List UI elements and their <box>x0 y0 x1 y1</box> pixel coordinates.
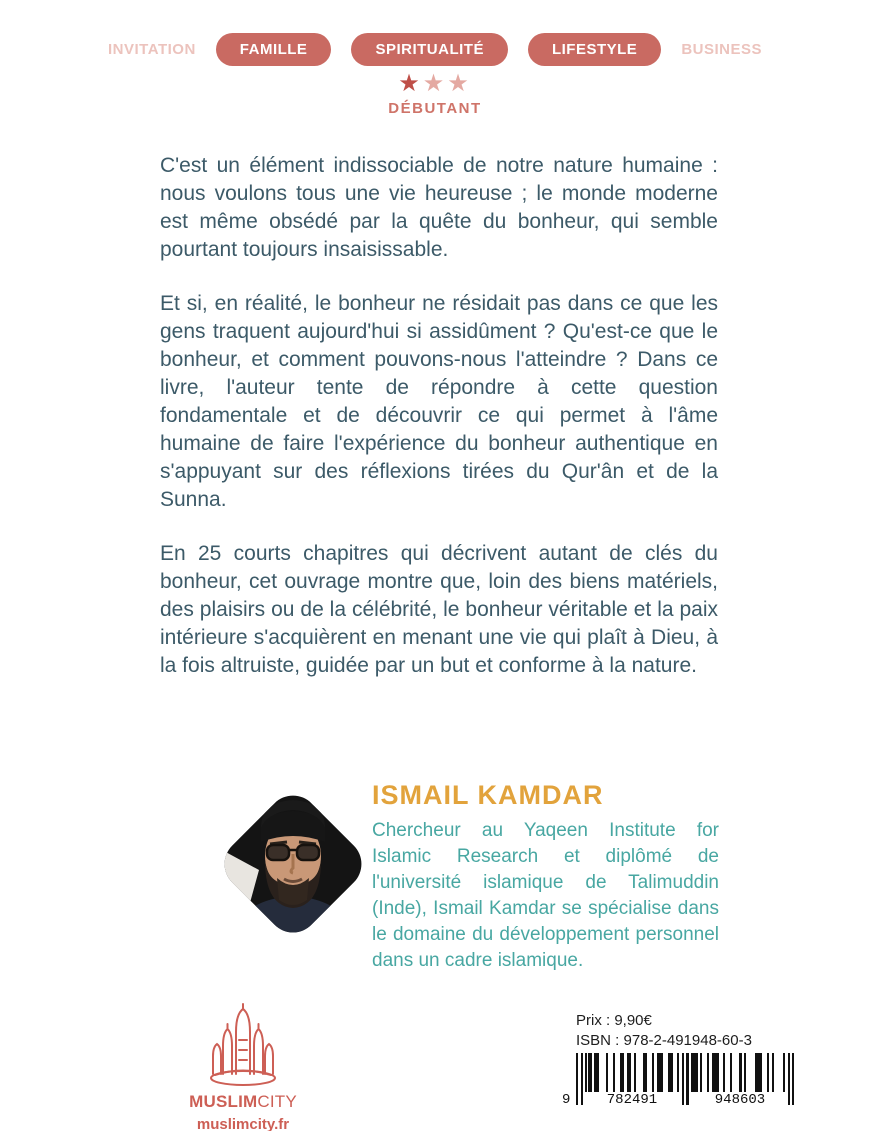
difficulty-label: DÉBUTANT <box>388 100 482 117</box>
barcode-digit-group1: 782491 <box>606 1092 658 1108</box>
description-paragraph-2: Et si, en réalité, le bonheur ne résidait pas dans ce que les gens traquent aujourd'hui si assidûment ? Qu'est-ce que le bonheur, et comment pouvons-nous l'atteindre ? Dans ce livre, l'auteur tente de répondre à cette question fondamentale et de découvrir ce qui permet à l'âme humaine de faire l'expérience du bonheur authentique en s'appuyant sur des réflexions tirées du Qur'ân et de la Sunna. <box>160 292 718 511</box>
purchase-block <box>562 1012 816 1111</box>
price-label: Prix : 9,90€ <box>576 1012 652 1029</box>
barcode-digit-group2: 948603 <box>714 1092 766 1108</box>
publisher-logo-text <box>168 1092 318 1112</box>
author-name: ISMAIL KAMDAR <box>372 780 604 810</box>
book-description <box>160 152 718 706</box>
publisher-logo-light: CITY <box>257 1092 297 1111</box>
publisher-website: muslimcity.fr <box>196 1116 290 1131</box>
description-paragraph-1: C'est un élément indissociable de notre nature humaine : nous voulons tous une vie heureuse ; le monde moderne est même obsédé par la quête du bonheur, qui semble pourtant toujours insaisissable. <box>160 154 718 261</box>
tag-famille: FAMILLE <box>216 33 332 66</box>
author-photo <box>207 778 379 955</box>
category-tags <box>0 33 870 66</box>
ean13-barcode <box>562 1053 796 1111</box>
publisher-block <box>168 1002 318 1131</box>
author-bio: Chercheur au Yaqeen Institute for Islamic Research et diplômé de l'université islamique de Talimuddin (Inde), Ismail Kamdar se spécialise dans le domaine du développement personnel dans un cadre islamique. <box>372 820 719 971</box>
difficulty-rating <box>0 72 870 117</box>
description-paragraph-3: En 25 courts chapitres qui décrivent autant de clés du bonheur, cet ouvrage montre que, loin des biens matériels, des plaisirs ou de la célébrité, le bonheur véritable et la paix intérieure s'acquièrent en menant une vie qui plaît à Dieu, à la fois altruiste, guidée par un but et conforme à la nature. <box>160 542 718 677</box>
tag-invitation: INVITATION <box>108 41 196 58</box>
tag-spiritualite: SPIRITUALITÉ <box>351 33 508 66</box>
star-icon: ★ <box>398 70 423 97</box>
isbn-label: ISBN : 978-2-491948-60-3 <box>576 1032 752 1049</box>
star-icon: ★ <box>422 70 448 97</box>
muslimcity-mosque-icon <box>193 1002 293 1090</box>
barcode-digit-first: 9 <box>562 1092 571 1108</box>
tag-lifestyle: LIFESTYLE <box>528 33 661 66</box>
star-icon: ★ <box>447 70 472 97</box>
star-rating <box>0 72 870 96</box>
tag-business: BUSINESS <box>681 41 762 58</box>
publisher-logo-bold: MUSLIM <box>189 1092 258 1111</box>
